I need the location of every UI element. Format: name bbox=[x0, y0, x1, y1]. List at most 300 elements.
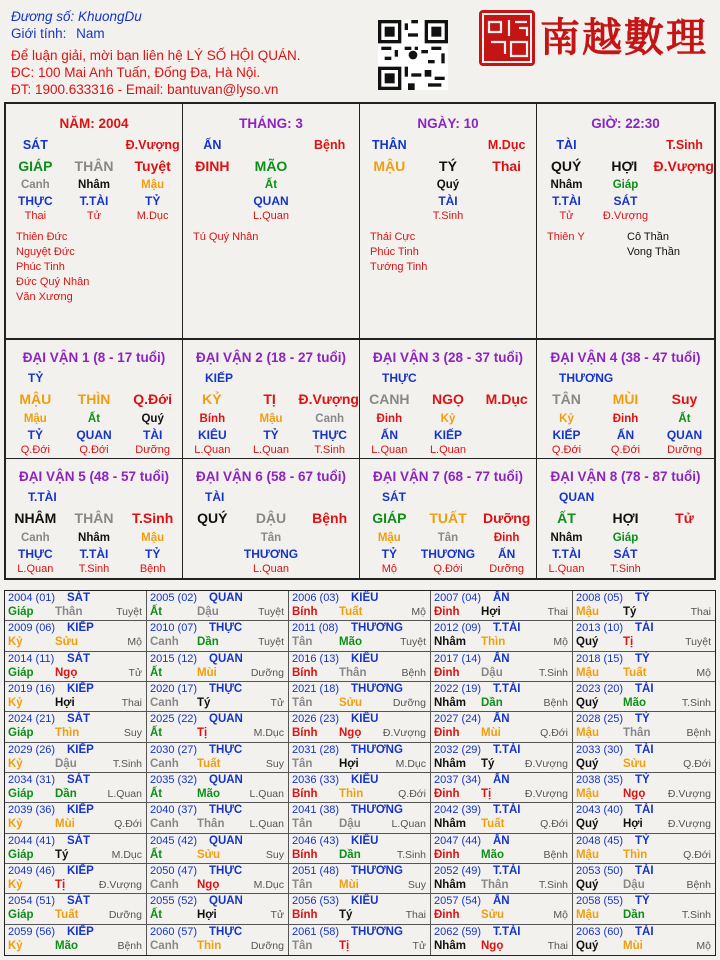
hidden-god-cell: T.TÀI bbox=[79, 194, 109, 208]
year-stem: Giáp bbox=[8, 666, 34, 679]
year-branch: Thìn bbox=[339, 788, 364, 800]
pillar-column bbox=[183, 104, 360, 338]
annual-cell bbox=[289, 682, 431, 712]
annual-cell bbox=[5, 621, 147, 651]
ten-god-cell: TÀI bbox=[556, 138, 577, 152]
life-stage-cell: Q.Đới bbox=[610, 444, 641, 456]
pillar-column bbox=[537, 104, 714, 338]
star-item: Tú Quý Nhân bbox=[193, 231, 259, 243]
life-stage-cell: Dưỡng bbox=[135, 444, 171, 456]
stem-branch-cell: Đ.Vượng bbox=[298, 391, 359, 407]
special-stars bbox=[16, 230, 89, 305]
year-branch: Tị bbox=[623, 636, 634, 649]
life-stage-cell: Q.Đới bbox=[551, 444, 582, 456]
stars-col bbox=[16, 230, 89, 305]
ten-god-cell: Đ.Vượng bbox=[125, 138, 180, 152]
star-item: Thiên Y bbox=[547, 231, 585, 243]
annual-cell bbox=[431, 925, 573, 955]
stem-branch-cell: Tử bbox=[675, 510, 694, 526]
year-label: 2009 (06) bbox=[8, 622, 56, 635]
year-label: 2062 (59) bbox=[434, 925, 482, 938]
hidden-god-cell: THỰC bbox=[312, 428, 347, 442]
year-god: ẤN bbox=[493, 713, 510, 726]
hidden-stem-cell bbox=[183, 532, 242, 546]
stem-branch-cell: ĐINH bbox=[195, 158, 230, 174]
year-god: ẤN bbox=[493, 834, 510, 847]
year-god: TÀI bbox=[635, 925, 654, 938]
hidden-god-row bbox=[537, 194, 714, 209]
red-seal-icon bbox=[479, 10, 535, 66]
luck-period-title: ĐẠI VẬN 5 (48 - 57 tuổi) bbox=[18, 469, 170, 484]
stem-branch-cell: QUÝ bbox=[550, 158, 582, 174]
hidden-stem-cell bbox=[300, 179, 359, 193]
pillar-title: NGÀY: 10 bbox=[417, 116, 479, 131]
year-stem: Canh bbox=[150, 879, 179, 891]
year-label: 2022 (19) bbox=[434, 683, 482, 695]
year-stem: Giáp bbox=[8, 788, 34, 800]
year-stage: Bệnh bbox=[117, 939, 142, 952]
year-stage: Bệnh bbox=[686, 727, 711, 740]
year-stem: Nhâm bbox=[434, 697, 466, 709]
hidden-stem-cell: Ất bbox=[264, 179, 278, 191]
year-stem: Ất bbox=[150, 666, 163, 679]
hidden-god-cell: QUAN bbox=[76, 428, 112, 442]
year-label: 2015 (12) bbox=[150, 652, 198, 665]
hidden-stem-cell: Kỷ bbox=[559, 413, 574, 425]
gender-label: Giới tính: bbox=[11, 26, 67, 41]
year-god: THỰC bbox=[209, 622, 243, 635]
life-stage-cell: Q.Đới bbox=[433, 563, 463, 575]
year-god: KIẾP bbox=[67, 622, 94, 635]
annual-cell bbox=[147, 773, 289, 803]
stem-branch-row bbox=[537, 510, 714, 528]
year-stem: Bính bbox=[292, 666, 318, 679]
ten-god-cell bbox=[596, 138, 655, 153]
year-god: ẤN bbox=[493, 652, 510, 665]
ten-god-row bbox=[183, 138, 359, 153]
stem-branch-cell: ẤT bbox=[557, 510, 576, 526]
hidden-stem-row bbox=[183, 532, 359, 546]
year-stage: Q.Đới bbox=[683, 757, 711, 770]
year-god: KIÊU bbox=[351, 895, 379, 908]
year-god: THƯƠNG bbox=[351, 925, 403, 938]
year-stage: Dưỡng bbox=[108, 909, 142, 922]
year-stem: Quý bbox=[576, 757, 599, 770]
year-stage: Dưỡng bbox=[250, 939, 284, 952]
annual-cell bbox=[5, 591, 147, 621]
year-label: 2049 (46) bbox=[8, 865, 56, 877]
stem-branch-cell: KỶ bbox=[202, 391, 222, 407]
year-label: 2048 (45) bbox=[576, 834, 624, 847]
stem-branch-cell: NGỌ bbox=[432, 391, 464, 407]
stem-branch-cell: MÙI bbox=[612, 391, 639, 407]
special-stars bbox=[547, 230, 707, 260]
year-stem: Mậu bbox=[576, 788, 599, 800]
four-pillars-table bbox=[4, 102, 716, 340]
annual-cell bbox=[431, 621, 573, 651]
star-item: Cô Thần bbox=[627, 231, 669, 243]
stem-branch-row bbox=[183, 391, 359, 409]
annual-cell bbox=[289, 864, 431, 894]
year-god: KIẾP bbox=[67, 743, 94, 756]
year-branch: Dậu bbox=[623, 879, 645, 891]
year-stage: Đ.Vượng bbox=[667, 788, 711, 800]
hidden-god-cell bbox=[360, 194, 419, 209]
year-branch: Sửu bbox=[339, 697, 363, 709]
year-stem: Đinh bbox=[434, 727, 460, 740]
year-god: THỰC bbox=[209, 925, 243, 938]
year-stage: M.Dục bbox=[253, 879, 284, 891]
year-label: 2057 (54) bbox=[434, 895, 482, 908]
year-stem: Canh bbox=[150, 939, 179, 952]
year-label: 2061 (58) bbox=[292, 925, 340, 938]
life-stage-row bbox=[6, 444, 182, 458]
stem-branch-cell bbox=[300, 158, 359, 176]
luck-period-god: THỰC bbox=[382, 371, 417, 385]
year-label: 2023 (20) bbox=[576, 683, 624, 695]
stem-branch-cell: TÝ bbox=[439, 158, 457, 174]
year-branch: Thân bbox=[55, 606, 83, 618]
stars-col bbox=[193, 230, 258, 245]
year-god: QUAN bbox=[209, 774, 243, 786]
hidden-god-cell: T.TÀI bbox=[552, 194, 581, 208]
year-stem: Quý bbox=[576, 879, 599, 891]
year-god: TÀI bbox=[635, 804, 654, 817]
luck-period-title: ĐẠI VẬN 1 (8 - 17 tuổi) bbox=[22, 350, 166, 365]
annual-cell bbox=[5, 712, 147, 742]
hidden-god-cell: T.TÀI bbox=[79, 547, 109, 561]
life-stage-cell bbox=[477, 444, 536, 458]
year-branch: Thìn bbox=[197, 939, 222, 952]
owner-line bbox=[11, 8, 371, 25]
hidden-god-cell bbox=[300, 194, 359, 209]
hidden-stem-cell bbox=[477, 413, 536, 427]
ten-god-row bbox=[6, 138, 182, 153]
year-god: KIÊU bbox=[351, 834, 379, 847]
luck-period-god: T.TÀI bbox=[28, 490, 57, 504]
life-stage-cell: Q.Đới bbox=[20, 444, 50, 456]
year-god: THƯƠNG bbox=[351, 804, 403, 817]
year-stage: T.Sinh bbox=[538, 879, 568, 891]
stem-branch-cell: M.Dục bbox=[485, 391, 528, 407]
year-stage: Tuyệt bbox=[685, 636, 711, 649]
luck-period-title: ĐẠI VẬN 8 (78 - 87 tuổi) bbox=[550, 469, 701, 484]
year-label: 2008 (05) bbox=[576, 592, 624, 604]
stem-branch-cell: Tuyệt bbox=[134, 158, 171, 174]
year-god: THỰC bbox=[209, 865, 243, 877]
year-branch: Dần bbox=[623, 909, 645, 922]
annual-cell bbox=[573, 743, 715, 773]
year-label: 2004 (01) bbox=[8, 592, 56, 604]
year-god: QUAN bbox=[209, 895, 243, 908]
annual-cell bbox=[431, 591, 573, 621]
hidden-god-cell: TỶ bbox=[144, 194, 161, 208]
annual-cell bbox=[147, 652, 289, 682]
year-label: 2010 (07) bbox=[150, 622, 198, 635]
year-stage: Bệnh bbox=[686, 879, 711, 891]
star-item: Thái Cực bbox=[370, 231, 416, 243]
hidden-god-row bbox=[537, 428, 714, 443]
stem-branch-cell: HỢI bbox=[612, 510, 639, 526]
year-label: 2036 (33) bbox=[292, 774, 340, 786]
hidden-god-cell: KIẾP bbox=[433, 428, 462, 442]
year-label: 2043 (40) bbox=[576, 804, 624, 817]
year-stage: Tử bbox=[270, 697, 284, 709]
hidden-stem-row bbox=[360, 179, 536, 193]
year-label: 2060 (57) bbox=[150, 925, 198, 938]
year-label: 2025 (22) bbox=[150, 713, 198, 726]
year-stage: Tử bbox=[270, 909, 284, 922]
year-label: 2019 (16) bbox=[8, 683, 56, 695]
hidden-god-cell: KIẾP bbox=[552, 428, 581, 442]
hidden-stem-cell: Ất bbox=[678, 413, 691, 425]
year-stage: Đ.Vượng bbox=[98, 879, 142, 891]
year-stage: Bệnh bbox=[401, 666, 426, 679]
year-branch: Hợi bbox=[481, 606, 501, 618]
annual-cell bbox=[147, 834, 289, 864]
year-stem: Kỷ bbox=[8, 939, 23, 952]
year-branch: Tý bbox=[481, 757, 495, 770]
annual-cell bbox=[289, 834, 431, 864]
hidden-stem-cell: Mậu bbox=[259, 413, 283, 425]
year-god: TÀI bbox=[635, 865, 654, 877]
hidden-god-cell bbox=[655, 547, 714, 562]
life-stage-cell: L.Quan bbox=[371, 444, 408, 456]
special-stars bbox=[193, 230, 258, 245]
year-stem: Quý bbox=[576, 818, 599, 831]
year-stem: Giáp bbox=[8, 909, 34, 922]
luck-period-title: ĐẠI VẬN 6 (58 - 67 tuổi) bbox=[195, 469, 347, 484]
life-stage-row bbox=[183, 563, 359, 577]
year-stem: Đinh bbox=[434, 606, 460, 618]
annual-cell bbox=[573, 894, 715, 924]
hidden-stem-cell: Nhâm bbox=[78, 532, 110, 544]
pillar-title: NĂM: 2004 bbox=[59, 116, 129, 131]
year-stage: Q.Đới bbox=[683, 848, 711, 861]
life-stage-cell: Tử bbox=[86, 210, 102, 222]
stem-branch-cell: NHÂM bbox=[14, 510, 57, 526]
year-god: KIẾP bbox=[67, 804, 94, 817]
year-stem: Đinh bbox=[434, 666, 460, 679]
year-branch: Tị bbox=[339, 939, 350, 952]
year-label: 2012 (09) bbox=[434, 622, 482, 635]
luck-period-god: QUAN bbox=[559, 490, 595, 504]
annual-cell bbox=[289, 621, 431, 651]
annual-cell bbox=[5, 743, 147, 773]
year-stem: Ất bbox=[150, 606, 163, 618]
life-stage-row bbox=[360, 563, 536, 577]
year-stem: Canh bbox=[150, 818, 179, 831]
brand-title: 南越數理 bbox=[540, 14, 708, 61]
annual-cell bbox=[573, 834, 715, 864]
hidden-god-cell: QUAN bbox=[253, 194, 289, 208]
year-stage: Đ.Vượng bbox=[667, 818, 711, 831]
year-branch: Hợi bbox=[623, 818, 643, 831]
annual-cell bbox=[147, 894, 289, 924]
year-label: 2006 (03) bbox=[292, 592, 340, 604]
year-stage: Suy bbox=[123, 727, 142, 740]
year-god: THỰC bbox=[209, 743, 243, 756]
annual-cell bbox=[431, 682, 573, 712]
year-stem: Kỷ bbox=[8, 636, 23, 649]
year-god: QUAN bbox=[209, 713, 243, 726]
annual-luck-table bbox=[4, 590, 716, 956]
year-label: 2017 (14) bbox=[434, 652, 482, 665]
year-stem: Giáp bbox=[8, 727, 34, 740]
year-god: KIẾP bbox=[67, 925, 94, 938]
life-stage-cell: Dưỡng bbox=[667, 444, 702, 456]
year-branch: Thân bbox=[481, 879, 509, 891]
hidden-stem-cell: Nhâm bbox=[550, 179, 583, 191]
year-stem: Mậu bbox=[576, 909, 599, 922]
year-branch: Mão bbox=[55, 939, 78, 952]
year-god: THỰC bbox=[209, 683, 243, 695]
year-label: 2020 (17) bbox=[150, 683, 198, 695]
annual-cell bbox=[431, 773, 573, 803]
year-label: 2026 (23) bbox=[292, 713, 340, 726]
year-stem: Bính bbox=[292, 727, 318, 740]
annual-cell bbox=[147, 743, 289, 773]
annual-cell bbox=[5, 773, 147, 803]
year-stage: Thai bbox=[547, 606, 568, 618]
life-stage-cell: Thai bbox=[24, 210, 47, 222]
life-stage-row bbox=[360, 444, 536, 458]
hidden-stem-cell: Canh bbox=[20, 179, 50, 191]
stem-branch-cell: TUẤT bbox=[429, 510, 467, 526]
hidden-god-cell bbox=[183, 547, 242, 562]
year-god: T.TÀI bbox=[493, 865, 521, 877]
luck-period bbox=[6, 459, 183, 578]
ten-god-cell bbox=[65, 138, 124, 153]
year-branch: Mão bbox=[623, 697, 646, 709]
year-branch: Hợi bbox=[197, 909, 217, 922]
stem-branch-cell: Bệnh bbox=[312, 510, 348, 526]
year-label: 2005 (02) bbox=[150, 592, 198, 604]
annual-cell bbox=[5, 864, 147, 894]
year-stem: Quý bbox=[576, 939, 599, 952]
hidden-stem-cell: Mậu bbox=[141, 532, 165, 544]
year-god: KIÊU bbox=[351, 713, 379, 726]
life-stage-cell: Bệnh bbox=[139, 563, 166, 575]
year-stage: Thai bbox=[690, 606, 711, 618]
year-stem: Nhâm bbox=[434, 757, 466, 770]
annual-cell bbox=[289, 773, 431, 803]
hidden-god-row bbox=[360, 547, 536, 562]
life-stage-cell bbox=[183, 563, 242, 577]
hidden-stem-cell bbox=[477, 179, 536, 193]
star-item: Thiên Đức bbox=[16, 231, 68, 243]
year-stem: Giáp bbox=[8, 606, 34, 618]
year-stage: Mộ bbox=[696, 939, 711, 952]
luck-period-title: ĐẠI VẬN 7 (68 - 77 tuổi) bbox=[372, 469, 524, 484]
year-god: KIÊU bbox=[351, 592, 379, 604]
year-god: SÁT bbox=[67, 592, 90, 604]
life-stage-cell bbox=[300, 563, 359, 577]
life-stage-cell: T.Sinh bbox=[314, 444, 345, 456]
annual-cell bbox=[431, 864, 573, 894]
year-god: KIẾP bbox=[67, 865, 94, 877]
year-god: ẤN bbox=[493, 592, 510, 604]
year-label: 2027 (24) bbox=[434, 713, 482, 726]
year-label: 2011 (08) bbox=[292, 622, 339, 635]
annual-cell bbox=[147, 864, 289, 894]
life-stage-cell: L.Quan bbox=[17, 563, 54, 575]
hidden-god-cell: THỰC bbox=[18, 194, 53, 208]
hidden-god-cell: TÀI bbox=[142, 428, 163, 442]
year-label: 2016 (13) bbox=[292, 652, 340, 665]
annual-cell bbox=[573, 621, 715, 651]
life-stage-cell: Mộ bbox=[381, 563, 397, 575]
hidden-stem-cell: Đinh bbox=[376, 413, 403, 425]
hidden-god-cell: SÁT bbox=[613, 547, 638, 561]
annual-cell bbox=[573, 682, 715, 712]
year-stem: Đinh bbox=[434, 909, 460, 922]
star-item: Văn Xương bbox=[16, 291, 73, 303]
hidden-stem-cell: Tân bbox=[437, 532, 459, 544]
year-stem: Quý bbox=[576, 636, 599, 649]
stars-col bbox=[627, 230, 707, 260]
luck-period-title: ĐẠI VẬN 2 (18 - 27 tuổi) bbox=[195, 350, 347, 365]
hidden-god-row bbox=[183, 194, 359, 209]
year-branch: Dậu bbox=[339, 818, 361, 831]
life-stage-cell: M.Dục bbox=[136, 210, 169, 222]
year-god: SÁT bbox=[67, 774, 90, 786]
year-branch: Mão bbox=[197, 788, 220, 800]
annual-cell bbox=[5, 894, 147, 924]
stem-branch-cell: Suy bbox=[671, 391, 698, 407]
year-stem: Tân bbox=[292, 757, 313, 770]
stem-branch-cell: TỊ bbox=[263, 391, 276, 407]
year-stem: Bính bbox=[292, 909, 318, 922]
annual-cell bbox=[431, 652, 573, 682]
year-label: 2039 (36) bbox=[8, 804, 56, 817]
year-branch: Thân bbox=[197, 818, 225, 831]
year-branch: Ngọ bbox=[55, 666, 78, 679]
hidden-god-cell bbox=[477, 194, 536, 209]
year-branch: Tuất bbox=[623, 666, 647, 679]
year-branch: Mùi bbox=[197, 666, 217, 679]
year-label: 2044 (41) bbox=[8, 834, 56, 847]
life-stage-cell bbox=[655, 563, 714, 577]
annual-cell bbox=[147, 803, 289, 833]
year-stem: Tân bbox=[292, 818, 313, 831]
year-branch: Dậu bbox=[55, 757, 77, 770]
annual-cell bbox=[289, 925, 431, 955]
year-label: 2018 (15) bbox=[576, 652, 624, 665]
hidden-god-cell: TỶ bbox=[381, 547, 397, 561]
star-item: Vong Thần bbox=[627, 246, 681, 258]
ten-god-cell bbox=[419, 138, 478, 153]
year-branch: Mùi bbox=[55, 818, 75, 831]
annual-cell bbox=[5, 834, 147, 864]
hidden-stem-cell: Đinh bbox=[493, 532, 520, 544]
stem-branch-cell: T.Sinh bbox=[132, 510, 174, 526]
hidden-god-row bbox=[360, 194, 536, 209]
annual-cell bbox=[289, 652, 431, 682]
hidden-stem-row bbox=[537, 413, 714, 427]
year-branch: Mão bbox=[339, 636, 362, 649]
year-branch: Hợi bbox=[55, 697, 75, 709]
year-stage: L.Quan bbox=[249, 788, 284, 800]
life-stage-cell: L.Quan bbox=[548, 563, 585, 575]
year-stage: Q.Đới bbox=[540, 727, 568, 740]
year-stage: Q.Đới bbox=[540, 818, 568, 831]
year-branch: Tý bbox=[55, 848, 69, 861]
luck-period-god: THƯƠNG bbox=[559, 371, 614, 385]
year-branch: Sửu bbox=[55, 636, 79, 649]
year-stem: Kỷ bbox=[8, 757, 23, 770]
year-label: 2028 (25) bbox=[576, 713, 624, 726]
